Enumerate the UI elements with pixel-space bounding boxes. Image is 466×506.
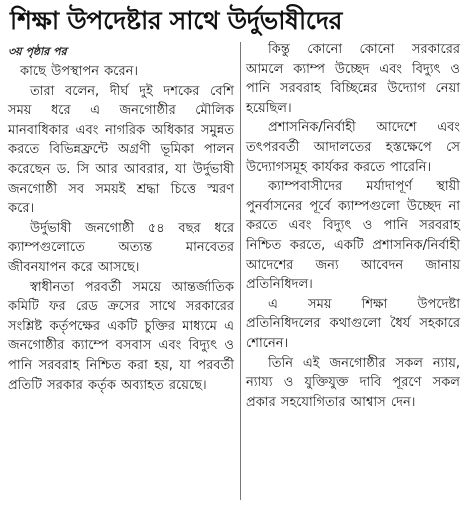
continued-from-label: ৩য় পৃষ্ঠার পর	[8, 45, 67, 58]
left-column	[8, 44, 234, 395]
paragraph: উর্দুভাষী জনগোষ্ঠী ৫৪ বছর ধরে ক্যাম্পগুলোতে অত্যন্ত মানবেতর জীবনযাপন করে আসছে।	[8, 220, 234, 275]
paragraph: কিন্তু কোনো কোনো সরকারের আমলে ক্যাম্প উচ্ছেদ এবং বিদ্যুৎ ও পানি সরবরাহ বিচ্ছিন্নের উদ্যোগ নেয়া হয়েছিল।	[246, 42, 460, 116]
right-column	[246, 40, 460, 412]
paragraph: স্বাধীনতা পরবর্তী সময়ে আন্তর্জাতিক কমিটি ফর রেড ক্রসের সাথে সরকারের সংশ্লিষ্ট কর্তৃপক্ষের একটি চুক্তির মাধ্যমে এ জনগোষ্ঠীর ক্যাম্পে বসবাস এবং বিদ্যুৎ ও পানি সরবরাহ নিশ্চিত করা হয়, যা পরবর্তী প্রতিটি সরকার কর্তৃক অব্যাহত রয়েছে।	[8, 279, 234, 393]
paragraph: কাছে উপস্থাপন করেন।	[20, 64, 139, 79]
paragraph: প্রশাসনিক/নির্বাহী আদেশে এবং তৎপরবর্তী আদালতের হস্তক্ষেপে সে উদ্যোগসমূহ কার্যকর করতে পারেনি।	[246, 120, 460, 175]
paragraph: তারা বলেন, দীর্ঘ দুই দশকের বেশি সময় ধরে এ জনগোষ্ঠীর মৌলিক মানবাধিকার এবং নাগরিক অধিকার সমুন্নত করতে বিভিন্নফ্রন্টে অগ্রণী ভূমিকা পালন করেছেন ড. সি আর আবরার, যা উর্দুভাষী জনগোষ্ঠী সব সময়ই শ্রদ্ধা চিত্তে স্মরণ করে।	[8, 83, 234, 217]
paragraph: তিনি এই জনগোষ্ঠীর সকল ন্যায়, ন্যায্য ও যুক্তিযুক্ত দাবি পূরণে সকল প্রকার সহযোগিতার আশ্বাস দেন।	[246, 355, 460, 410]
headline: শিক্ষা উপদেষ্টার সাথে উর্দুভাষীদের	[10, 6, 343, 35]
column-divider	[240, 42, 241, 500]
paragraph: এ সময় শিক্ষা উপদেষ্টা প্রতিনিধিদলের কথাগুলো ধৈর্য সহকারে শোনেন।	[246, 296, 460, 351]
paragraph: ক্যাম্পবাসীদের মর্যাদাপূর্ণ স্থায়ী পুনর্বাসনের পূর্বে ক্যাম্পগুলো উচ্ছেদ না করতে এবং বিদ্যুৎ ও পানি সরবরাহ নিশ্চিত করতে, একটি প্রশাসনিক/নির্বাহী আদেশের জন্য আবেদন জানায় প্রতিনিধিদল।	[246, 179, 460, 293]
